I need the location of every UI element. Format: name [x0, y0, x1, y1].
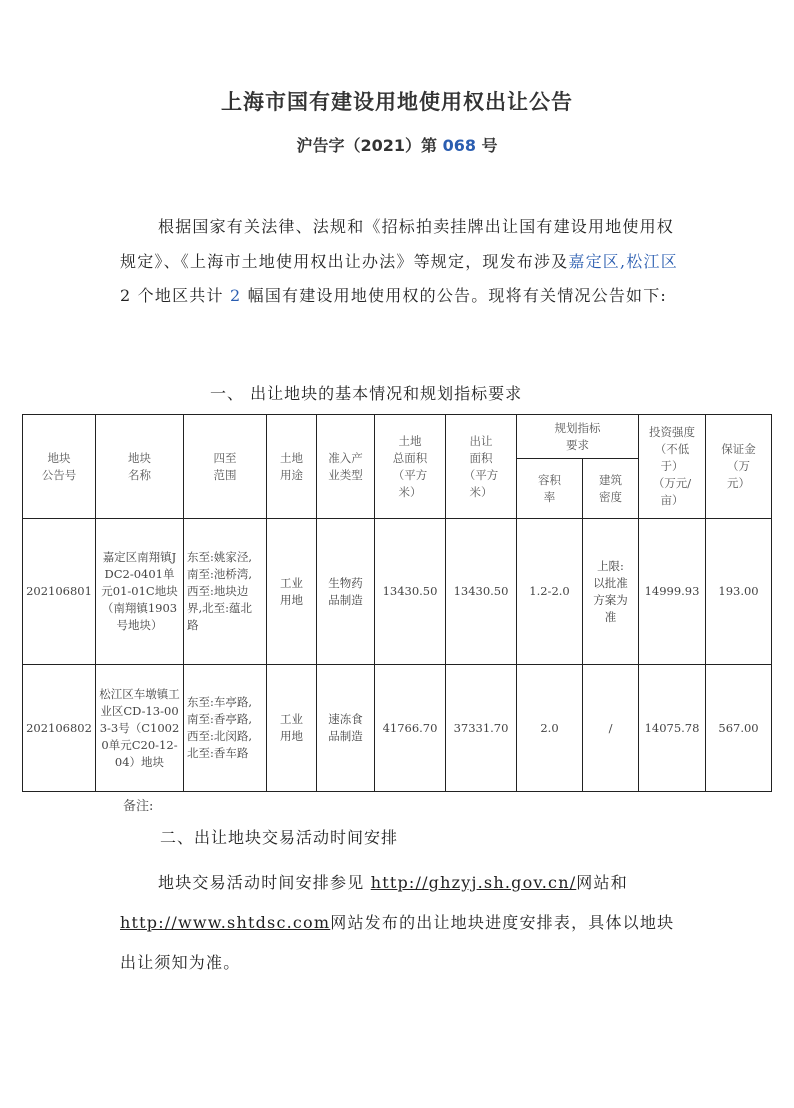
cell-far: 2.0: [517, 665, 583, 792]
schedule-text-2: 网站和: [576, 873, 628, 892]
cell-density: /: [583, 665, 639, 792]
cell-industry: 生物药 品制造: [317, 519, 375, 665]
cell-bounds: 东至:姚家泾,南至:池桥湾,西至:地块边界,北至:蕴北路: [184, 519, 267, 665]
intro-text-3: 幅国有建设用地使用权的公告。现将有关情况公告如下:: [241, 286, 668, 305]
cell-use: 工业 用地: [267, 665, 317, 792]
schedule-text-1: 地块交易活动时间安排参见: [158, 873, 371, 892]
table-row: [23, 519, 772, 665]
cell-bounds: 东至:车亭路,南至:香亭路,西至:北闵路,北至:香车路: [184, 665, 267, 792]
header-industry: 准入产 业类型: [317, 415, 375, 519]
land-plot-table: [22, 414, 772, 792]
header-far: 容积 率: [517, 459, 583, 519]
intro-text-2: 2 个地区共计: [120, 286, 230, 305]
header-planning: 规划指标 要求: [517, 415, 639, 459]
cell-name: 松江区车墩镇工业区CD-13-003-3号（C10020单元C20-12-04）地块: [96, 665, 184, 792]
cell-deposit: 193.00: [706, 519, 772, 665]
intro-text-1: 根据国家有关法律、法规和《招标拍卖挂牌出让国有建设用地使用权规定》、《上海市土地使用权出让办法》等规定，现发布涉及: [120, 217, 675, 271]
number-value: 068: [442, 136, 476, 155]
cell-investment: 14999.93: [639, 519, 706, 665]
page-title: 上海市国有建设用地使用权出让公告: [221, 90, 573, 114]
header-density: 建筑 密度: [583, 459, 639, 519]
cell-id: 202106801: [23, 519, 96, 665]
schedule-paragraph: [120, 863, 680, 983]
intro-districts: 嘉定区,松江区: [568, 251, 678, 271]
header-use: 土地 用途: [267, 415, 317, 519]
cell-sale-area: 13430.50: [446, 519, 517, 665]
cell-sale-area: 37331.70: [446, 665, 517, 792]
cell-density: 上限: 以批准 方案为 准: [583, 519, 639, 665]
cell-investment: 14075.78: [639, 665, 706, 792]
header-total-area: 土地 总面积 （平方 米）: [375, 415, 446, 519]
table-note: 备注:: [123, 799, 154, 814]
header-deposit: 保证金 （万 元）: [706, 415, 772, 519]
cell-industry: 速冻食 品制造: [317, 665, 375, 792]
cell-far: 1.2-2.0: [517, 519, 583, 665]
cell-deposit: 567.00: [706, 665, 772, 792]
number-suffix: 号: [475, 136, 498, 155]
intro-count: 2: [229, 286, 242, 305]
ghzyj-link[interactable]: http://ghzyj.sh.gov.cn/: [370, 873, 577, 892]
cell-id: 202106802: [23, 665, 96, 792]
section2-heading: 二、出让地块交易活动时间安排: [160, 828, 399, 847]
shtdsc-link[interactable]: http://www.shtdsc.com: [120, 913, 331, 932]
header-sale-area: 出让 面积 （平方 米）: [446, 415, 517, 519]
header-investment: 投资强度 （不低 于） （万元/ 亩）: [639, 415, 706, 519]
section1-heading: 一、 出让地块的基本情况和规划指标要求: [210, 384, 523, 403]
schedule-text-3: 网站发布的出让地块进度安排表，具体以地块出让须知为准。: [120, 913, 675, 972]
header-name: 地块 名称: [96, 415, 184, 519]
cell-name: 嘉定区南翔镇JDC2-0401单元01-01C地块（南翔镇1903号地块）: [96, 519, 184, 665]
table-row: [23, 665, 772, 792]
announcement-number: [0, 133, 794, 156]
number-prefix: 沪告字（2021）第: [296, 136, 443, 155]
cell-use: 工业 用地: [267, 519, 317, 665]
header-id: 地块 公告号: [23, 415, 96, 519]
header-bounds: 四至 范围: [184, 415, 267, 519]
cell-total-area: 41766.70: [375, 665, 446, 792]
cell-total-area: 13430.50: [375, 519, 446, 665]
intro-paragraph: [120, 210, 680, 314]
